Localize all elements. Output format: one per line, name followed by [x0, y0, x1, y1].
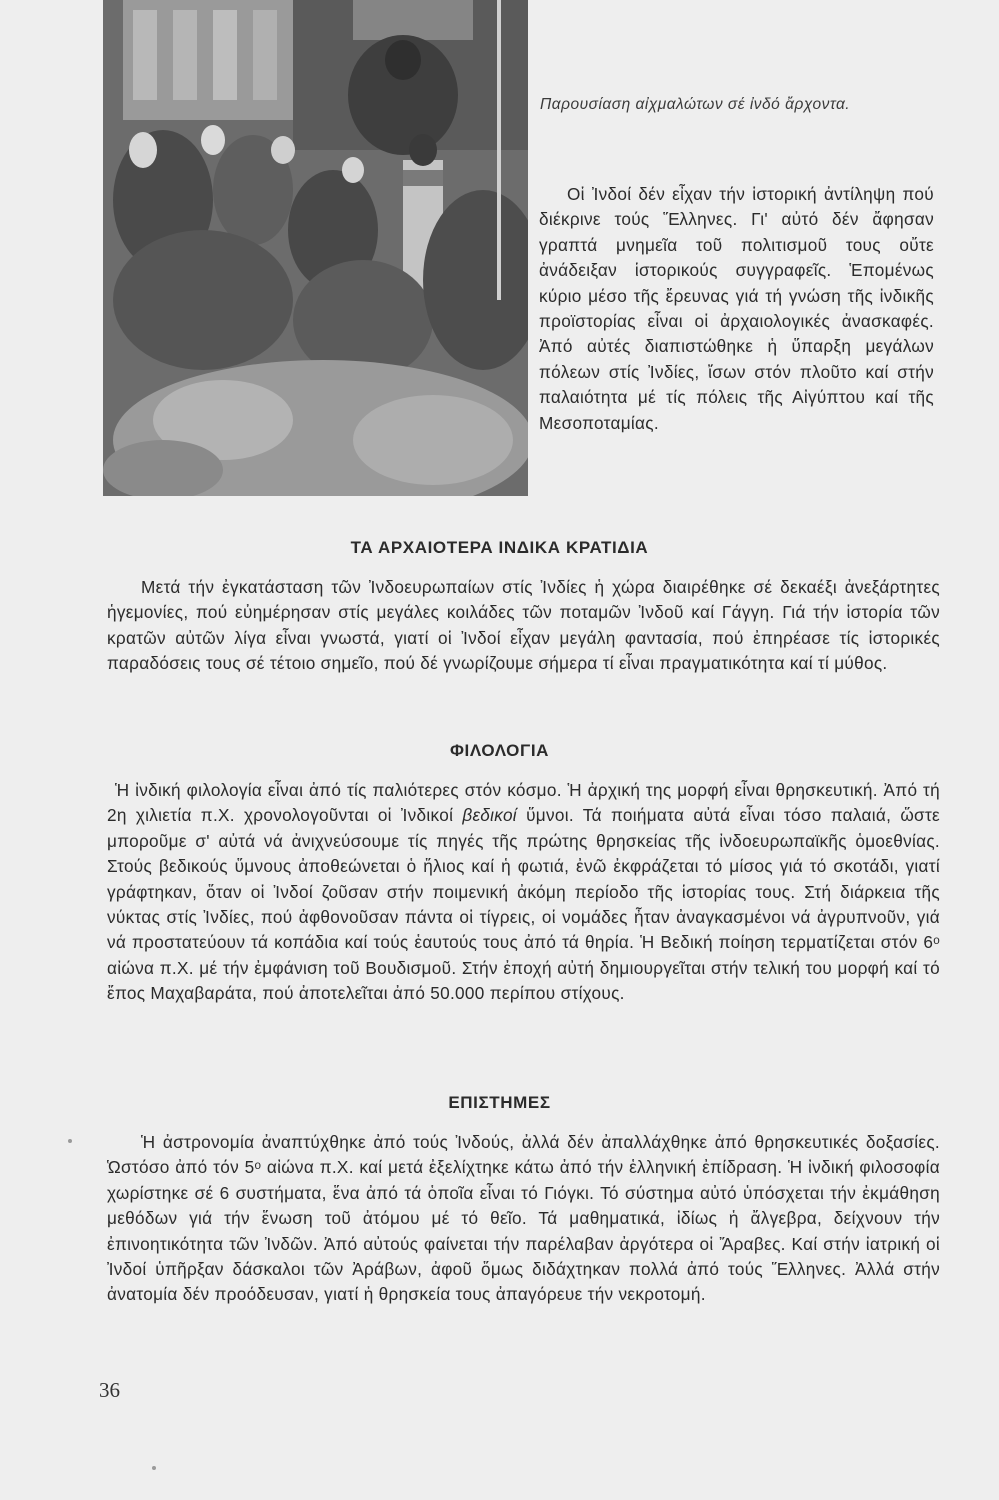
section-heading-states: ΤΑ ΑΡΧΑΙΟΤΕΡΑ ΙΝΔΙΚΑ ΚΡΑΤΙΔΙΑ — [350, 538, 649, 557]
intro-paragraph: Οἱ Ἰνδοί δέν εἶχαν τήν ἱστορική ἀντίληψη πού διέκρινε τούς Ἕλληνες. Γι' αὐτό δέν ἄφησαν γραπτά μνημεῖα τοῦ πολιτισμοῦ τους οὔτε ἀνάδειξαν ἱστορικούς συγγραφεῖς. Ἑπομένως κύριο μέσο τῆς ἔρευνας γιά τή γνώση τῆς ἰνδικῆς προϊστορίας εἶναι οἱ ἀρχαιολογικές ἀνασκαφές. Ἀπό αὐτές διαπιστώθηκε ἡ ὕπαρξη μεγάλων πόλεων στίς Ἰνδίες, ἴσων στόν πλοῦτο καί στήν παλαιότητα μέ τίς πόλεις τῆς Αἰγύπτου καί τῆς Μεσοποταμίας. — [539, 184, 934, 433]
literature-text-end: ὕμνοι. Τά ποιήματα αὐτά εἶναι τόσο παλαιά, ὥστε μποροῦμε σ' αὐτά νά ἀνιχνεύσουμε τίς πηγές τῆς πρώτης θρησκείας τῆς ἰνδοευρωπαϊκῆς ὁμοεθνίας. Στούς βεδικούς ὕμνους ἀποθεώνεται ὁ ἥλιος καί ἡ φωτιά, ἐνῶ ἐκφράζεται τό μίσος γιά τό σκοτάδι, γιατί γράφτηκαν, ὅταν οἱ Ἰνδοί ζοῦσαν στήν ποιμενική ἀκόμη περίοδο τῆς ἱστορίας τους. Στή διάρκεια τῆς νύκτας στίς Ἰνδίες, πού ἀφθονοῦσαν πάντα οἱ τίγρεις, οἱ νομάδες ἦταν ἀναγκασμένοι νά ἀγρυπνοῦν, γιά νά προστατεύουν τά κοπάδια καί τούς ἑαυτούς τους ἀπό τά θηρία. Ἡ Βεδική ποίηση τερματίζεται στόν 6ᵒ αἰώνα π.Χ. μέ τήν ἐμφάνιση τοῦ Βουδισμοῦ. Στήν ἐποχή αὐτή δημιουργεῖται στήν τελική του μορφή καί τό ἔπος Μαχαβαράτα, πού ἀποτελεῖται ἀπό 50.000 περίπου στίχους. — [107, 805, 940, 1004]
section-text-states: Μετά τήν ἐγκατάσταση τῶν Ἰνδοευρωπαίων στίς Ἰνδίες ἡ χώρα διαιρέθηκε σέ δεκαέξι ἀνεξάρτητες ἡγεμονίες, πού εὐημέρησαν στίς μεγάλες κοιλάδες τῶν ποταμῶν Ἰνδοῦ καί Γάγγη. Γιά τήν ἱστορία τῶν κρατῶν αὐτῶν λίγα εἶναι γνωστά, γιατί οἱ Ἰνδοί εἶχαν μεγάλη φαντασία, πού ἐπηρέασε τίς ἱστορικές παραδόσεις τους σέ τέτοιο σημεῖο, πού δέ γνωρίζουμε σήμερα τί εἶναι πραγματικότητα καί τί μύθος. — [107, 577, 940, 674]
section-heading-literature: ΦΙΛΟΛΟΓΙΑ — [449, 741, 550, 760]
section-heading-sciences: ΕΠΙΣΤΗΜΕΣ — [448, 1093, 551, 1112]
section-text-literature — [107, 778, 940, 1007]
illustration-image — [103, 0, 528, 496]
literature-text-italic: βεδικοί — [462, 805, 517, 826]
figure-caption: Παρουσίαση αἰχμαλώτων σέ ἰνδό ἄρχοντα. — [540, 96, 851, 113]
scan-speck — [152, 1466, 156, 1470]
page-number: 36 — [99, 1378, 120, 1402]
literature-text-start: Ἡ ἰνδική φιλολογία εἶναι ἀπό τίς παλιότερες στόν κόσμο. Ἡ ἀρχική της μορφή εἶναι θρησκευτική. Ἀπό τή 2η χιλιετία π.Χ. χρονολογοῦνται οἱ Ἰνδικοί — [107, 780, 940, 826]
scan-speck — [68, 1139, 72, 1143]
section-text-sciences: Ἡ ἀστρονομία ἀναπτύχθηκε ἀπό τούς Ἰνδούς, ἀλλά δέν ἀπαλλάχθηκε ἀπό θρησκευτικές δοξασίες. Ὡστόσο ἀπό τόν 5ᵒ αἰώνα π.Χ. καί μετά ἐξελίχτηκε κάτω ἀπό τήν ἑλληνική ἐπίδραση. Ἡ ἰνδική φιλοσοφία χωρίστηκε σέ 6 συστήματα, ἕνα ἀπό τά ὁποῖα εἶναι τό Γιόγκι. Τό σύστημα αὐτό ὑπόσχεται τήν ἐκμάθηση μεθόδων γιά τήν ἕνωση τοῦ ἀτόμου μέ τό θεῖο. Τά μαθηματικά, ἰδίως ἡ ἄλγεβρα, δείχνουν τήν ἐπινοητικότητα τῶν Ἰνδῶν. Ἀπό αὐτούς φαίνεται τήν παρέλαβαν ἀργότερα οἱ Ἄραβες. Καί στήν ἰατρική οἱ Ἰνδοί ὑπῆρξαν δάσκαλοι τῶν Ἀράβων, ἀφοῦ ὅμως διδάχτηκαν πολλά ἀπό τούς Ἕλληνες. Ἀλλά στήν ἀνατομία δέν προόδευσαν, γιατί ἡ θρησκεία τους ἀπαγόρευε τήν νεκροτομή. — [107, 1132, 940, 1305]
